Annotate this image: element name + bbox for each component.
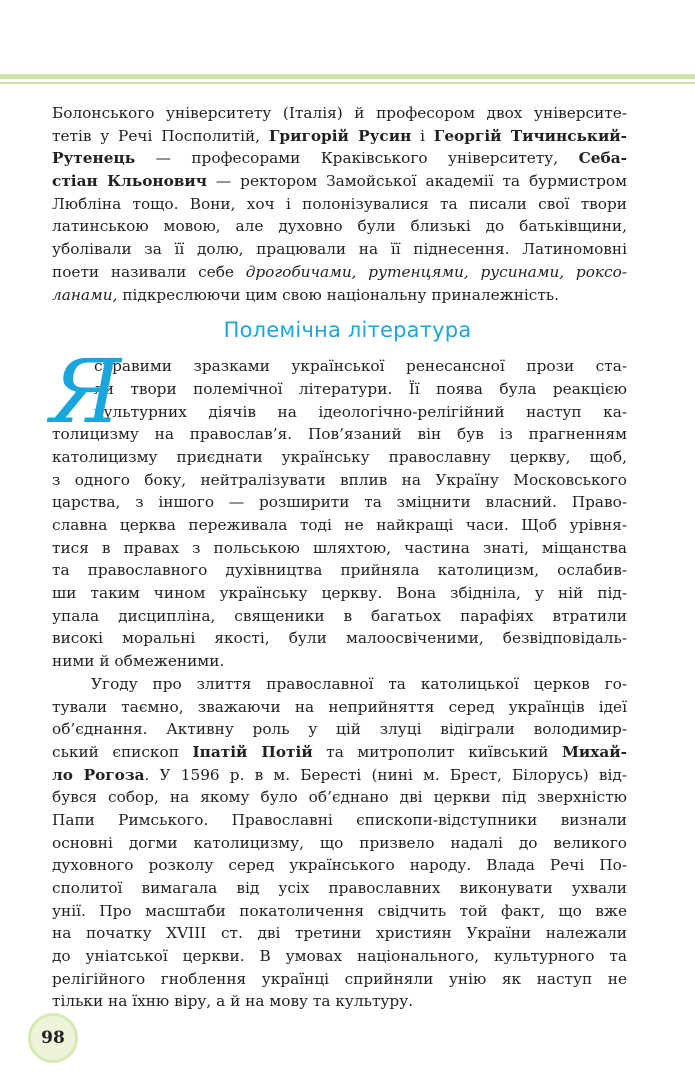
text-line: толицизму на православ’я. Пов’язаний він був із прагненням [52,425,627,444]
text-line: основні догми католицизму, що призвело надалі до великого [52,833,627,852]
text-line: сполитої вимагала від усіх православних виконувати ухвали [52,879,627,897]
text-run: поети називали себе [52,262,246,281]
paragraph-intro [52,102,627,306]
page-body [52,102,627,1013]
text-run: тетів у Речі Посполитій, [52,126,269,145]
text-line: релігійного гноблення українці сприйняли унію як наступ не [52,969,627,988]
person-name: Георгій Тичинський- [433,126,627,145]
person-name: Григорій Русин [268,126,412,145]
text-line: тільки на їхню віру, а й на мову та культуру. [52,992,414,1011]
page-number: 98 [41,1028,65,1048]
person-name: Михай- [561,742,627,761]
text-line: на початку XVIII ст. дві третини християн України належали [52,924,627,943]
text-line: та православного духівництва прийняла католицизм, ослабив- [52,561,627,580]
text-run: . У 1596 р. в м. Бересті (нині м. Брест, Білорусь) від- [144,765,627,784]
text-line: унії. Про масштаби покатоличення свідчить той факт, що вже [52,901,627,920]
text-line: Угоду про злиття православної та католицької церков го- [91,674,627,693]
text-line: царства, з іншого — розширити та зміцнити власний. Право- [52,493,627,512]
text-line: бувся собор, на якому було об’єднано дві церкви під зверхністю [52,788,627,807]
text-line: культурних діячів на ідеологічно-релігійний наступ ка- [94,402,627,421]
text-line: ли твори полемічної літератури. Її поява була реакцією [94,379,627,398]
text-line: ними й обмеженими. [52,652,225,671]
person-name: Іпатій Потій [192,742,313,761]
text-line [52,284,627,307]
paragraph-polemic [52,355,627,673]
text-line [52,261,627,284]
text-line [52,170,627,193]
text-line: славна церква переживала тоді не найкращі часи. Щоб урівня- [52,516,627,534]
top-decorative-rule [0,74,695,79]
drop-cap-letter: Я [50,340,122,443]
text-line: Любліна тощо. Вони, хоч і полонізувалися та писали свої твори [52,194,627,213]
text-line: з одного боку, нейтралізувати вплив на Україну Московського [52,470,627,489]
text-line: Болонського університету (Італія) й професором двох університе- [52,104,627,122]
text-run: та митрополит київський [312,742,562,761]
text-line: духовного розколу серед українського народу. Влада Речі По- [52,856,627,875]
text-line [52,125,627,148]
text-line: високі моральні якості, були малоосвіченими, безвідповідаль- [52,629,627,648]
text-run: — професорами Краківського університету, [135,149,579,168]
person-name: ло Рогоза [52,765,145,784]
text-run: підкреслюючи цим свою національну приналежність. [117,285,560,304]
text-run: ський єпископ [52,742,193,761]
text-line: католицизму приєднати українську православну церкву, щоб, [52,447,627,466]
top-decorative-rule-thin [0,82,695,84]
text-line: Папи Римського. Православні єпископи-відступники визнали [52,810,627,829]
text-line [52,147,627,170]
text-line: до уніатської церкви. В умовах національного, культурного та [52,947,627,966]
person-name: Рутенець [52,149,136,168]
text-run: — ректором Замойської академії та бурмистром [206,172,627,191]
text-line: тися в правах з польською шляхтою, частина знаті, міщанства [52,538,627,557]
person-name: Себа- [578,149,627,168]
text-line: скравими зразками української ренесансної прози ста- [94,357,627,376]
text-line [52,764,627,787]
paragraph-union [52,673,627,1013]
text-line: тували таємно, зважаючи на неприйняття серед українців ідеї [52,697,627,716]
section-heading: Полемічна література [223,318,472,342]
person-name: стіан Кльонович [52,172,207,191]
italic-term: дрогобичами, рутенцями, русинами, роксо- [245,262,627,281]
text-line [52,741,627,764]
text-line: упала дисципліна, священики в багатьох парафіях втратили [52,606,627,625]
text-line: об’єднання. Активну роль у цій злуці відіграли володимир- [52,720,627,739]
text-line: ши таким чином українську церкву. Вона збідніла, у ній під- [52,584,627,603]
text-run: і [411,126,434,145]
text-line: уболівали за її долю, працювали на її піднесення. Латиномовні [52,240,627,259]
text-line: латинською мовою, але духовно були близькі до батьківщини, [52,217,627,236]
italic-term: ланами, [52,285,118,304]
